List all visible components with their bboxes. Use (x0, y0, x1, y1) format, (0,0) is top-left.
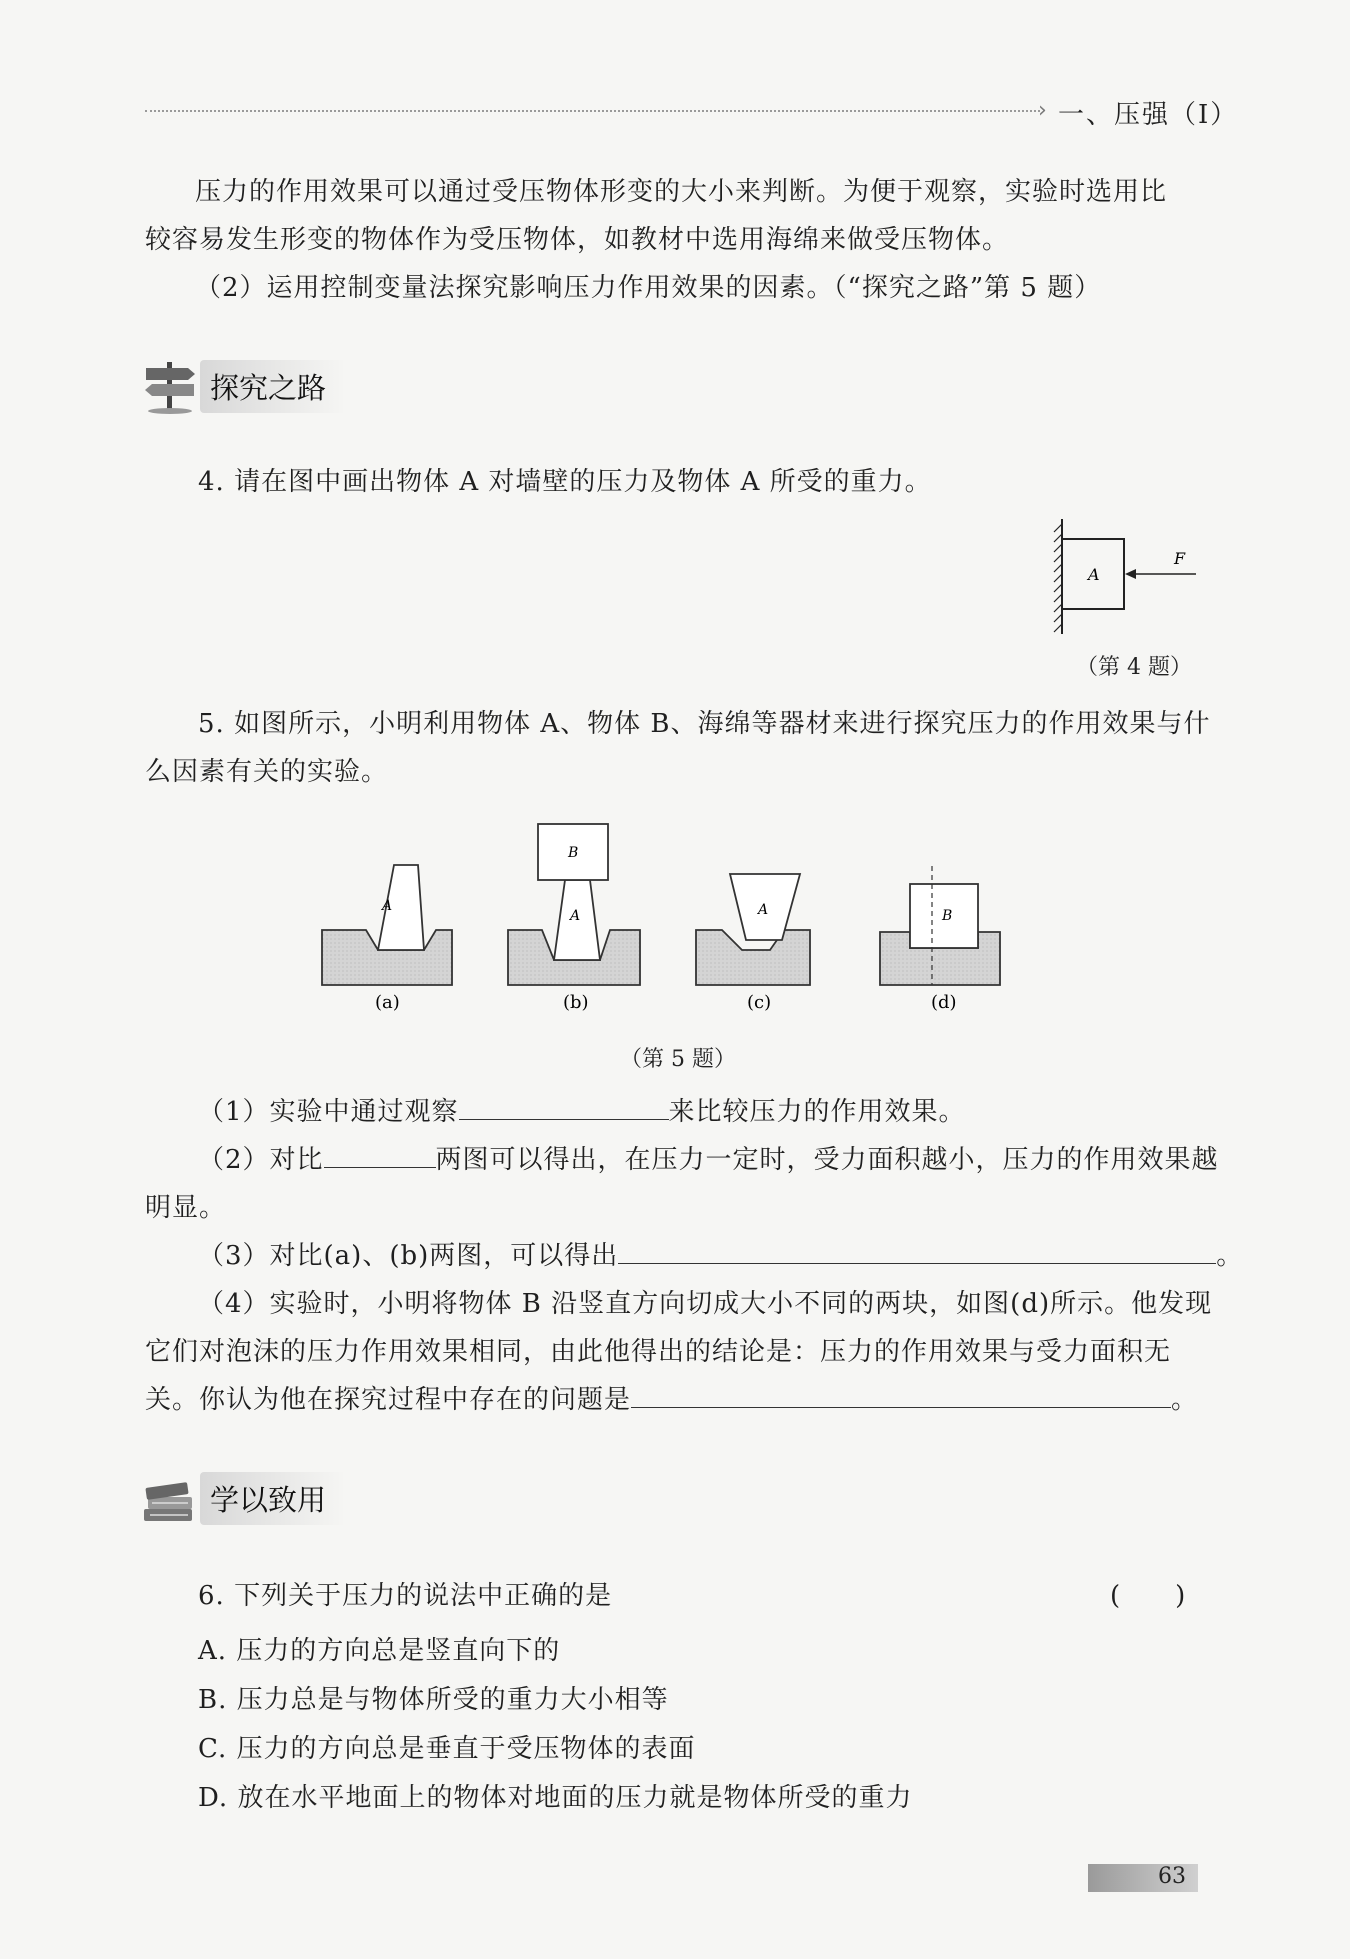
q6-option-d[interactable]: D. 放在水平地面上的物体对地面的压力就是物体所受的重力 (198, 1783, 913, 1813)
intro-line-1: 压力的作用效果可以通过受压物体形变的大小来判断。为便于观察，实验时选用比 (195, 177, 1168, 207)
answer-blank-4[interactable] (631, 1381, 1171, 1408)
q5-line-2: 么因素有关的实验。 (145, 757, 389, 787)
answer-blank-2[interactable] (324, 1141, 436, 1168)
q5-sub4-post: 。 (1171, 1385, 1199, 1415)
fig-a-label: A (382, 898, 393, 914)
q6-answer-paren[interactable]: ( ) (1110, 1581, 1187, 1611)
q6-stem: 6. 下列关于压力的说法中正确的是 (198, 1581, 613, 1611)
answer-blank-1[interactable] (459, 1093, 669, 1120)
fig-d-label: B (942, 908, 953, 924)
chapter-title: 一、压强（Ⅰ） (1058, 100, 1239, 130)
q5-sub3-pre: （3）对比(a)、(b)两图，可以得出 (198, 1241, 619, 1271)
section-title: 探究之路 (200, 360, 346, 413)
figure-a (322, 865, 452, 985)
q5-sub1-pre: （1）实验中通过观察 (198, 1097, 459, 1127)
block-a-label: A (1088, 565, 1100, 584)
subcap-c: (c) (747, 992, 772, 1013)
q5-sub2-post: 两图可以得出，在压力一定时，受力面积越小，压力的作用效果越 (435, 1145, 1219, 1175)
q5-figure (310, 810, 1030, 1020)
section-header-explore (140, 358, 346, 414)
q5-sub3-post: 。 (1216, 1241, 1244, 1271)
q6-option-b[interactable]: B. 压力总是与物体所受的重力大小相等 (198, 1685, 669, 1715)
intro-line-3: （2）运用控制变量法探究影响压力作用效果的因素。（“探究之路”第 5 题） (195, 273, 1102, 303)
books-icon (140, 1473, 200, 1525)
section-title: 学以致用 (200, 1472, 346, 1525)
q5-sub1-post: 来比较压力的作用效果。 (668, 1097, 966, 1127)
q5-caption: （第 5 题） (620, 1047, 736, 1072)
signpost-icon (140, 358, 200, 414)
q5-sub3 (198, 1232, 1243, 1280)
figure-c (696, 874, 810, 985)
subcap-b: (b) (563, 992, 589, 1013)
q4-figure (1050, 514, 1200, 639)
section-header-apply (140, 1472, 346, 1525)
q6-option-a[interactable]: A. 压力的方向总是竖直向下的 (198, 1636, 561, 1666)
q5-sub4-pre: 关。你认为他在探究过程中存在的问题是 (145, 1385, 632, 1415)
q4-caption: （第 4 题） (1076, 655, 1192, 680)
fig-b-top-label: B (568, 845, 579, 861)
q5-sub2 (198, 1136, 1219, 1184)
force-f-label: F (1174, 549, 1186, 568)
q5-line-1: 5. 如图所示，小明利用物体 A、物体 B、海绵等器材来进行探究压力的作用效果与什 (198, 709, 1211, 739)
q5-sub2-pre: （2）对比 (198, 1145, 324, 1175)
q5-sub2-line2: 明显。 (145, 1193, 227, 1223)
page-number: 63 (1158, 1864, 1186, 1889)
subcap-d: (d) (931, 992, 957, 1013)
fig-c-label: A (758, 902, 769, 918)
chevron-right-icon: › (1038, 98, 1047, 123)
q4-text: 4. 请在图中画出物体 A 对墙壁的压力及物体 A 所受的重力。 (198, 467, 932, 497)
header-rule (145, 110, 1040, 112)
q6-option-c[interactable]: C. 压力的方向总是垂直于受压物体的表面 (198, 1734, 696, 1764)
figure-b (508, 824, 640, 985)
subcap-a: (a) (375, 992, 400, 1013)
answer-blank-3[interactable] (618, 1237, 1216, 1264)
q5-sub4-line2: 它们对泡沫的压力作用效果相同，由此他得出的结论是：压力的作用效果与受力面积无 (145, 1337, 1172, 1367)
q5-sub4-line3 (145, 1376, 1198, 1424)
q5-sub4-line1: （4）实验时，小明将物体 B 沿竖直方向切成大小不同的两块，如图(d)所示。他发现 (198, 1289, 1213, 1319)
q5-sub1 (198, 1088, 966, 1136)
intro-line-2: 较容易发生形变的物体作为受压物体，如教材中选用海绵来做受压物体。 (145, 225, 1010, 255)
fig-b-bottom-label: A (570, 908, 581, 924)
figure-d (880, 866, 1000, 985)
